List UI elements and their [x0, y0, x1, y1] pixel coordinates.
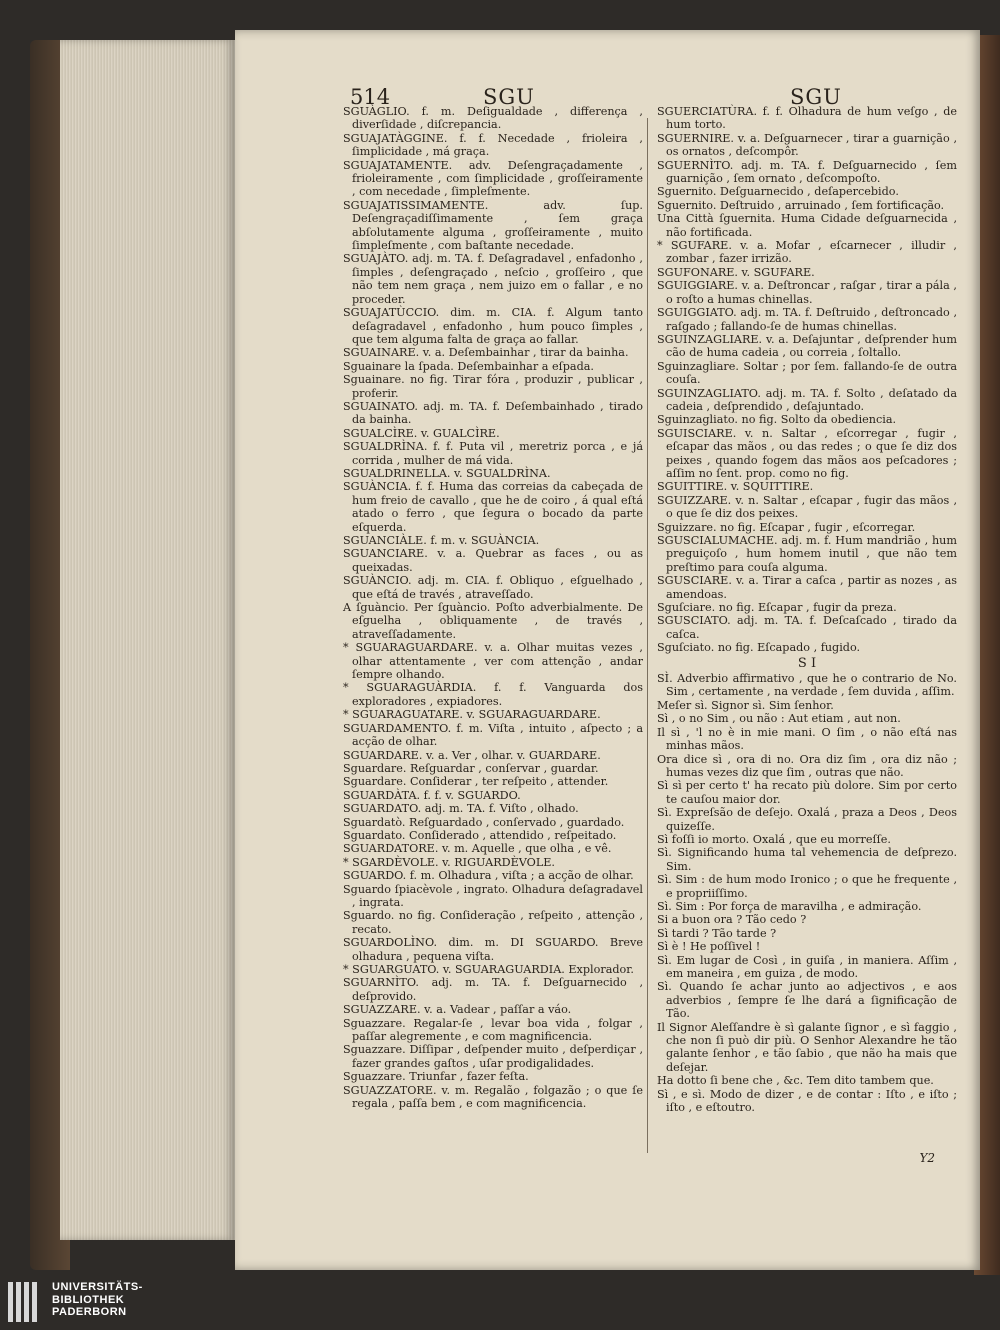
dictionary-entry: * SGUARAGUARDARE. v. a. Olhar muitas vezes , olhar attentamente , ver com attenção , andar ſempre olhando.	[343, 641, 643, 682]
dictionary-entry: Sguſciare. no fig. Eſcapar , fugir da preza.	[657, 601, 897, 615]
footer-bar	[0, 1280, 1000, 1330]
dictionary-entry: SGUINZAGLIATO. adj. m. TA. f. Solto , deſatado da cadeia , deſprendido , deſajuntado.	[657, 386, 957, 413]
dictionary-entry: Sguardato. Conſiderado , attendido , reſpeitado.	[343, 828, 617, 842]
dictionary-entry: SGUANCIARE. v. a. Quebrar as faces , ou as queixadas.	[343, 547, 643, 574]
dictionary-entry: Sguazzare. Diſſipar , deſpender muito , deſperdiçar , fazer grandes gaſtos , uſar prodigalidades.	[343, 1043, 643, 1070]
dictionary-entry: Si a buon ora ? Tão cedo ?	[657, 913, 807, 927]
dictionary-entry: Ha dotto ſi bene che , &c. Tem dito tambem que.	[657, 1074, 934, 1088]
dictionary-entry: Sì. Expreſsão de deſejo. Oxalá , praza a Deos , Deos quizeſſe.	[657, 806, 957, 833]
dictionary-entry: SGUAJATÀGGINE. f. f. Necedade , frioleira , ſimplicidade , má graça.	[343, 131, 643, 159]
library-name	[52, 1281, 143, 1319]
dictionary-entry: * SGUFARE. v. a. Mofar , eſcarnecer , illudir , zombar , fazer irrizão.	[657, 239, 957, 266]
dictionary-entry: Sguardo ſpiacèvole , ingrato. Olhadura deſagradavel , ingrata.	[343, 882, 643, 909]
dictionary-entry: Sì. Em lugar de Così , in guiſa , in maniera. Aſſim , em maneira , em guiza , de modo.	[657, 953, 957, 980]
dictionary-entry: SGUAJATISSIMAMENTE. adv. ſup. Deſengraçadiſſimamente , ſem graça abſolutamente alguma , groſſeiramente , muito ſimpleſmente , com baſtante necedade.	[343, 198, 643, 253]
dictionary-entry: SGUARDOLÌNO. dim. m. DI SGUARDO. Breve olhadura , pequena viſta.	[343, 936, 643, 963]
dictionary-entry: Sguernito. Deſguarnecido , deſapercebido.	[657, 185, 899, 199]
dictionary-entry: Una Città ſguernita. Huma Cidade deſguarnecida , não fortificada.	[657, 212, 957, 239]
column-divider	[647, 118, 648, 1153]
dictionary-entry: Ora dice sì , ora di no. Ora diz ſim , ora diz não ; humas vezes diz que ſim , outras que não.	[657, 752, 957, 779]
dictionary-entry: Sguinzagliare. Soltar ; por ſem. fallando-ſe de outra couſa.	[657, 359, 957, 387]
dictionary-entry: SGUALDRINELLA. v. SGUALDRÌNA.	[343, 466, 551, 480]
dictionary-entry: Sguazzare. Regalar-ſe , levar boa vida , folgar , paſſar alegremente , e com magnificencia.	[343, 1016, 643, 1044]
dictionary-entry: SGUAJATÙCCIO. dim. m. CIA. f. Algum tanto deſagradavel , enfadonho , hum pouco ſimples , que tem alguma falta de graça ao fallar.	[343, 306, 643, 346]
dictionary-entry: SGUIGGIATO. adj. m. TA. f. Deſtruido , deſtroncado , raſgado ; fallando-ſe de humas chinellas.	[657, 306, 957, 333]
dictionary-entry: Sì. Quando ſe achar junto ao adjectivos , e aos adverbios , ſempre ſe lhe dará a ſignificação de Tão.	[657, 980, 957, 1021]
dictionary-entry: SGUAINATO. adj. m. TA. f. Deſembainhado , tirado da bainha.	[343, 399, 643, 427]
dictionary-entry: SGUINZAGLIARE. v. a. Deſajuntar , deſprender hum cão de huma cadeia , ou correia , ſoltallo.	[657, 332, 957, 360]
catchword: Y2	[919, 1151, 935, 1165]
dictionary-entry: SGUIZZARE. v. n. Saltar , eſcapar , fugir das mãos , o que ſe diz dos peixes.	[657, 493, 957, 521]
dictionary-entry: Sguazzare. Triunfar , fazer feſta.	[343, 1070, 529, 1084]
dictionary-entry: SGUFONARE. v. SGUFARE.	[657, 265, 815, 279]
section-heading: S I	[797, 655, 817, 671]
left-column	[343, 105, 643, 1110]
dictionary-entry: Sguinzagliato. no fig. Solto da obediencia.	[657, 413, 897, 427]
dictionary-entry: SGUISCIARE. v. n. Saltar , eſcorregar , fugir , eſcapar das mãos , ou das redes ; o que ſe diz dos peixes , quando fogem das mãos aos peſcadores ; aſſim no ſent. prop. como no fig.	[657, 426, 957, 480]
library-name-line1: UNIVERSITÄTS-	[52, 1281, 143, 1293]
dictionary-entry: Sguernito. Deſtruido , arruinado , ſem fortificação.	[657, 198, 945, 212]
dictionary-entry: Sguizzare. no fig. Eſcapar , fugir , eſcorregar.	[657, 520, 916, 534]
dictionary-entry: SGUIGGIARE. v. a. Deſtroncar , raſgar , tirar a pála , o roſto a humas chinellas.	[657, 279, 957, 306]
dictionary-entry: SGUARDARE. v. a. Ver , olhar. v. GUARDARE.	[343, 748, 601, 762]
page-number: 514	[350, 85, 391, 109]
dictionary-entry: SGUÀNCIA. f. f. Huma das correias da cabeçada de hum freio de cavallo , que he de coiro , á qual eſtá atado o ferro , que ſegura o bocado da parte eſquerda.	[343, 480, 643, 534]
dictionary-entry: SGUAJATAMENTE. adv. Deſengraçadamente , frioleiramente , com ſimplicidade , groſſeiramente , com necedade , ſimpleſmente.	[343, 158, 643, 199]
dictionary-entry: Sì , o no Sim , ou não : Aut etiam , aut non.	[657, 712, 901, 726]
dictionary-page	[235, 30, 980, 1270]
dictionary-entry: SGUERCIATÙRA. f. f. Olhadura de hum veſgo , de hum torto.	[657, 105, 957, 132]
running-head-right: SGU	[790, 85, 842, 109]
dictionary-entry: Sì sì per certo t' ha recato più dolore. Sim por certo te cauſou maior dor.	[657, 779, 957, 806]
dictionary-entry: Sguainare. no fig. Tirar fóra , produzir , publicar , proferir.	[343, 373, 643, 400]
dictionary-entry: SGUARDÀTA. f. f. v. SGUARDO.	[343, 788, 521, 802]
dictionary-entry: SÌ. Adverbio affirmativo , que he o contrario de No. Sim , certamente , na verdade , ſem duvida , aſſim.	[657, 672, 957, 699]
dictionary-entry: SGUITTIRE. v. SQUITTIRE.	[657, 480, 814, 494]
dictionary-entry: SGUAZZARE. v. a. Vadear , paſſar a váo.	[343, 1003, 572, 1017]
dictionary-entry: Sì. Sim : Por força de maravilha , e admiração.	[657, 899, 922, 913]
dictionary-entry: Sguardatò. Reſguardado , conſervado , guardado.	[343, 815, 625, 829]
dictionary-entry: SGUAZZATORE. v. m. Regalão , folgazão ; o que ſe regala , paſſa bem , e com magnificencia.	[343, 1083, 643, 1111]
running-head-left: SGU	[483, 85, 535, 109]
dictionary-entry: SGUARDAMENTO. f. m. Viſta , intuito , aſpecto ; a acção de olhar.	[343, 721, 643, 749]
library-name-line3: PADERBORN	[52, 1306, 127, 1318]
dictionary-entry: Sguſciato. no fig. Eſcapado , fugido.	[657, 641, 861, 655]
dictionary-entry: Sguainare la ſpada. Deſembainhar a eſpada.	[343, 359, 594, 373]
dictionary-entry: SGUAJÀTO. adj. m. TA. f. Deſagradavel , enfadonho , ſimples , deſengraçado , neſcio , groſſeiro , que não tem nem graça , nem juizo em o fallar , e no proceder.	[343, 252, 643, 306]
dictionary-entry: SGUARNÌTO. adj. m. TA. f. Deſguarnecido , deſprovido.	[343, 976, 643, 1003]
dictionary-entry: Sì tardi ? Tão tarde ?	[657, 926, 777, 940]
dictionary-entry: * SGARDÈVOLE. v. RIGUARDÈVOLE.	[343, 855, 555, 869]
dictionary-entry: SGUARDATORE. v. m. Aquelle , que olha , e vê.	[343, 842, 612, 856]
dictionary-entry: Sguardare. Conſiderar , ter reſpeito , attender.	[343, 775, 609, 789]
dictionary-entry: Il Signor Aleſſandre è sì galante ſignor , e sì faggio , che non ſi può dir più. O Senhor Alexandre he tão galante ſenhor , e tão ſabio , que não ha mais que deſejar.	[657, 1020, 957, 1074]
dictionary-entry: SGUERNÌTO. adj. m. TA. f. Deſguarnecido , ſem guarnição , ſem ornato , deſcompoſto.	[657, 158, 957, 186]
dictionary-entry: SGUALDRÌNA. f. f. Puta vil , meretriz porca , e já corrida , mulher de má vida.	[343, 440, 643, 467]
dictionary-entry: Il sì , 'l no è in mie mani. O ſim , o não eſtá nas minhas mãos.	[657, 725, 957, 753]
dictionary-entry: SGUAINARE. v. a. Deſembainhar , tirar da bainha.	[343, 346, 629, 360]
library-name-line2: BIBLIOTHEK	[52, 1293, 125, 1306]
dictionary-entry: SGUANCIÀLE. f. m. v. SGUÀNCIA.	[343, 534, 540, 547]
dictionary-entry: Sì foſſi io morto. Oxalá , que eu morreſſe.	[657, 832, 891, 846]
dictionary-entry: SGUÀGLIO. f. m. Deſigualdade , differença , diverſidade , diſcrepancia.	[343, 105, 643, 132]
dictionary-entry: Sì. Sim : de hum modo Ironico ; o que he frequente , e propriiſſimo.	[657, 873, 957, 900]
dictionary-entry: SGUARDO. f. m. Olhadura , viſta ; a acção de olhar.	[343, 869, 634, 883]
dictionary-entry: * SGUARAGUÀRDIA. f. f. Vanguarda dos exploradores , expiadores.	[343, 681, 643, 708]
dictionary-entry: * SGUARAGUATARE. v. SGUARAGUARDARE.	[343, 708, 601, 722]
dictionary-entry: SGUALCÌRE. v. GUALCÌRE.	[343, 426, 500, 440]
dictionary-entry: SGUSCIARE. v. a. Tirar a caſca , partir as nozes , as amendoas.	[657, 574, 957, 601]
dictionary-entry: SGUÀNCIO. adj. m. CIA. f. Obliquo , eſguelhado , que eſtá de través , atraveſſado.	[343, 574, 643, 601]
dictionary-entry: Sì è ! He poſſivel !	[657, 940, 761, 954]
dictionary-entry: Sì , e sì. Modo de dizer , e de contar : Iſto , e iſto ; iſto , e eſtoutro.	[657, 1087, 957, 1115]
dictionary-entry: Meſer sì. Signor sì. Sim ſenhor.	[657, 698, 834, 712]
dictionary-entry: SGUARDATO. adj. m. TA. f. Viſto , olhado.	[343, 802, 579, 816]
dictionary-entry: SGUSCIATO. adj. m. TA. f. Deſcaſcado , tirado da caſca.	[657, 614, 957, 641]
page-edges	[60, 40, 235, 1240]
dictionary-entry: Sì. Significando huma tal vehemencia de deſprezo. Sim.	[657, 846, 957, 873]
dictionary-entry: A ſguàncio. Per ſguàncio. Poſto adverbialmente. De eſguelha , obliquamente , de través , atraveſſadamente.	[343, 601, 643, 641]
dictionary-entry: Sguardo. no fig. Conſideração , reſpeito , attenção , recato.	[343, 909, 643, 936]
library-logo-icon	[8, 1282, 44, 1326]
dictionary-entry: Sguardare. Reſguardar , conſervar , guardar.	[343, 761, 599, 775]
right-column	[657, 105, 957, 1114]
dictionary-entry: SGUERNIRE. v. a. Deſguarnecer , tirar a guarnição , os ornatos , deſcompôr.	[657, 131, 957, 159]
dictionary-entry: * SGUARGUATO. v. SGUARAGUARDIA. Explorador.	[343, 963, 634, 976]
dictionary-entry: SGUSCIALUMACHE. adj. m. f. Hum mandrião , hum preguiçoſo , hum homem inutil , que não tem preſtimo para couſa alguma.	[657, 534, 957, 574]
